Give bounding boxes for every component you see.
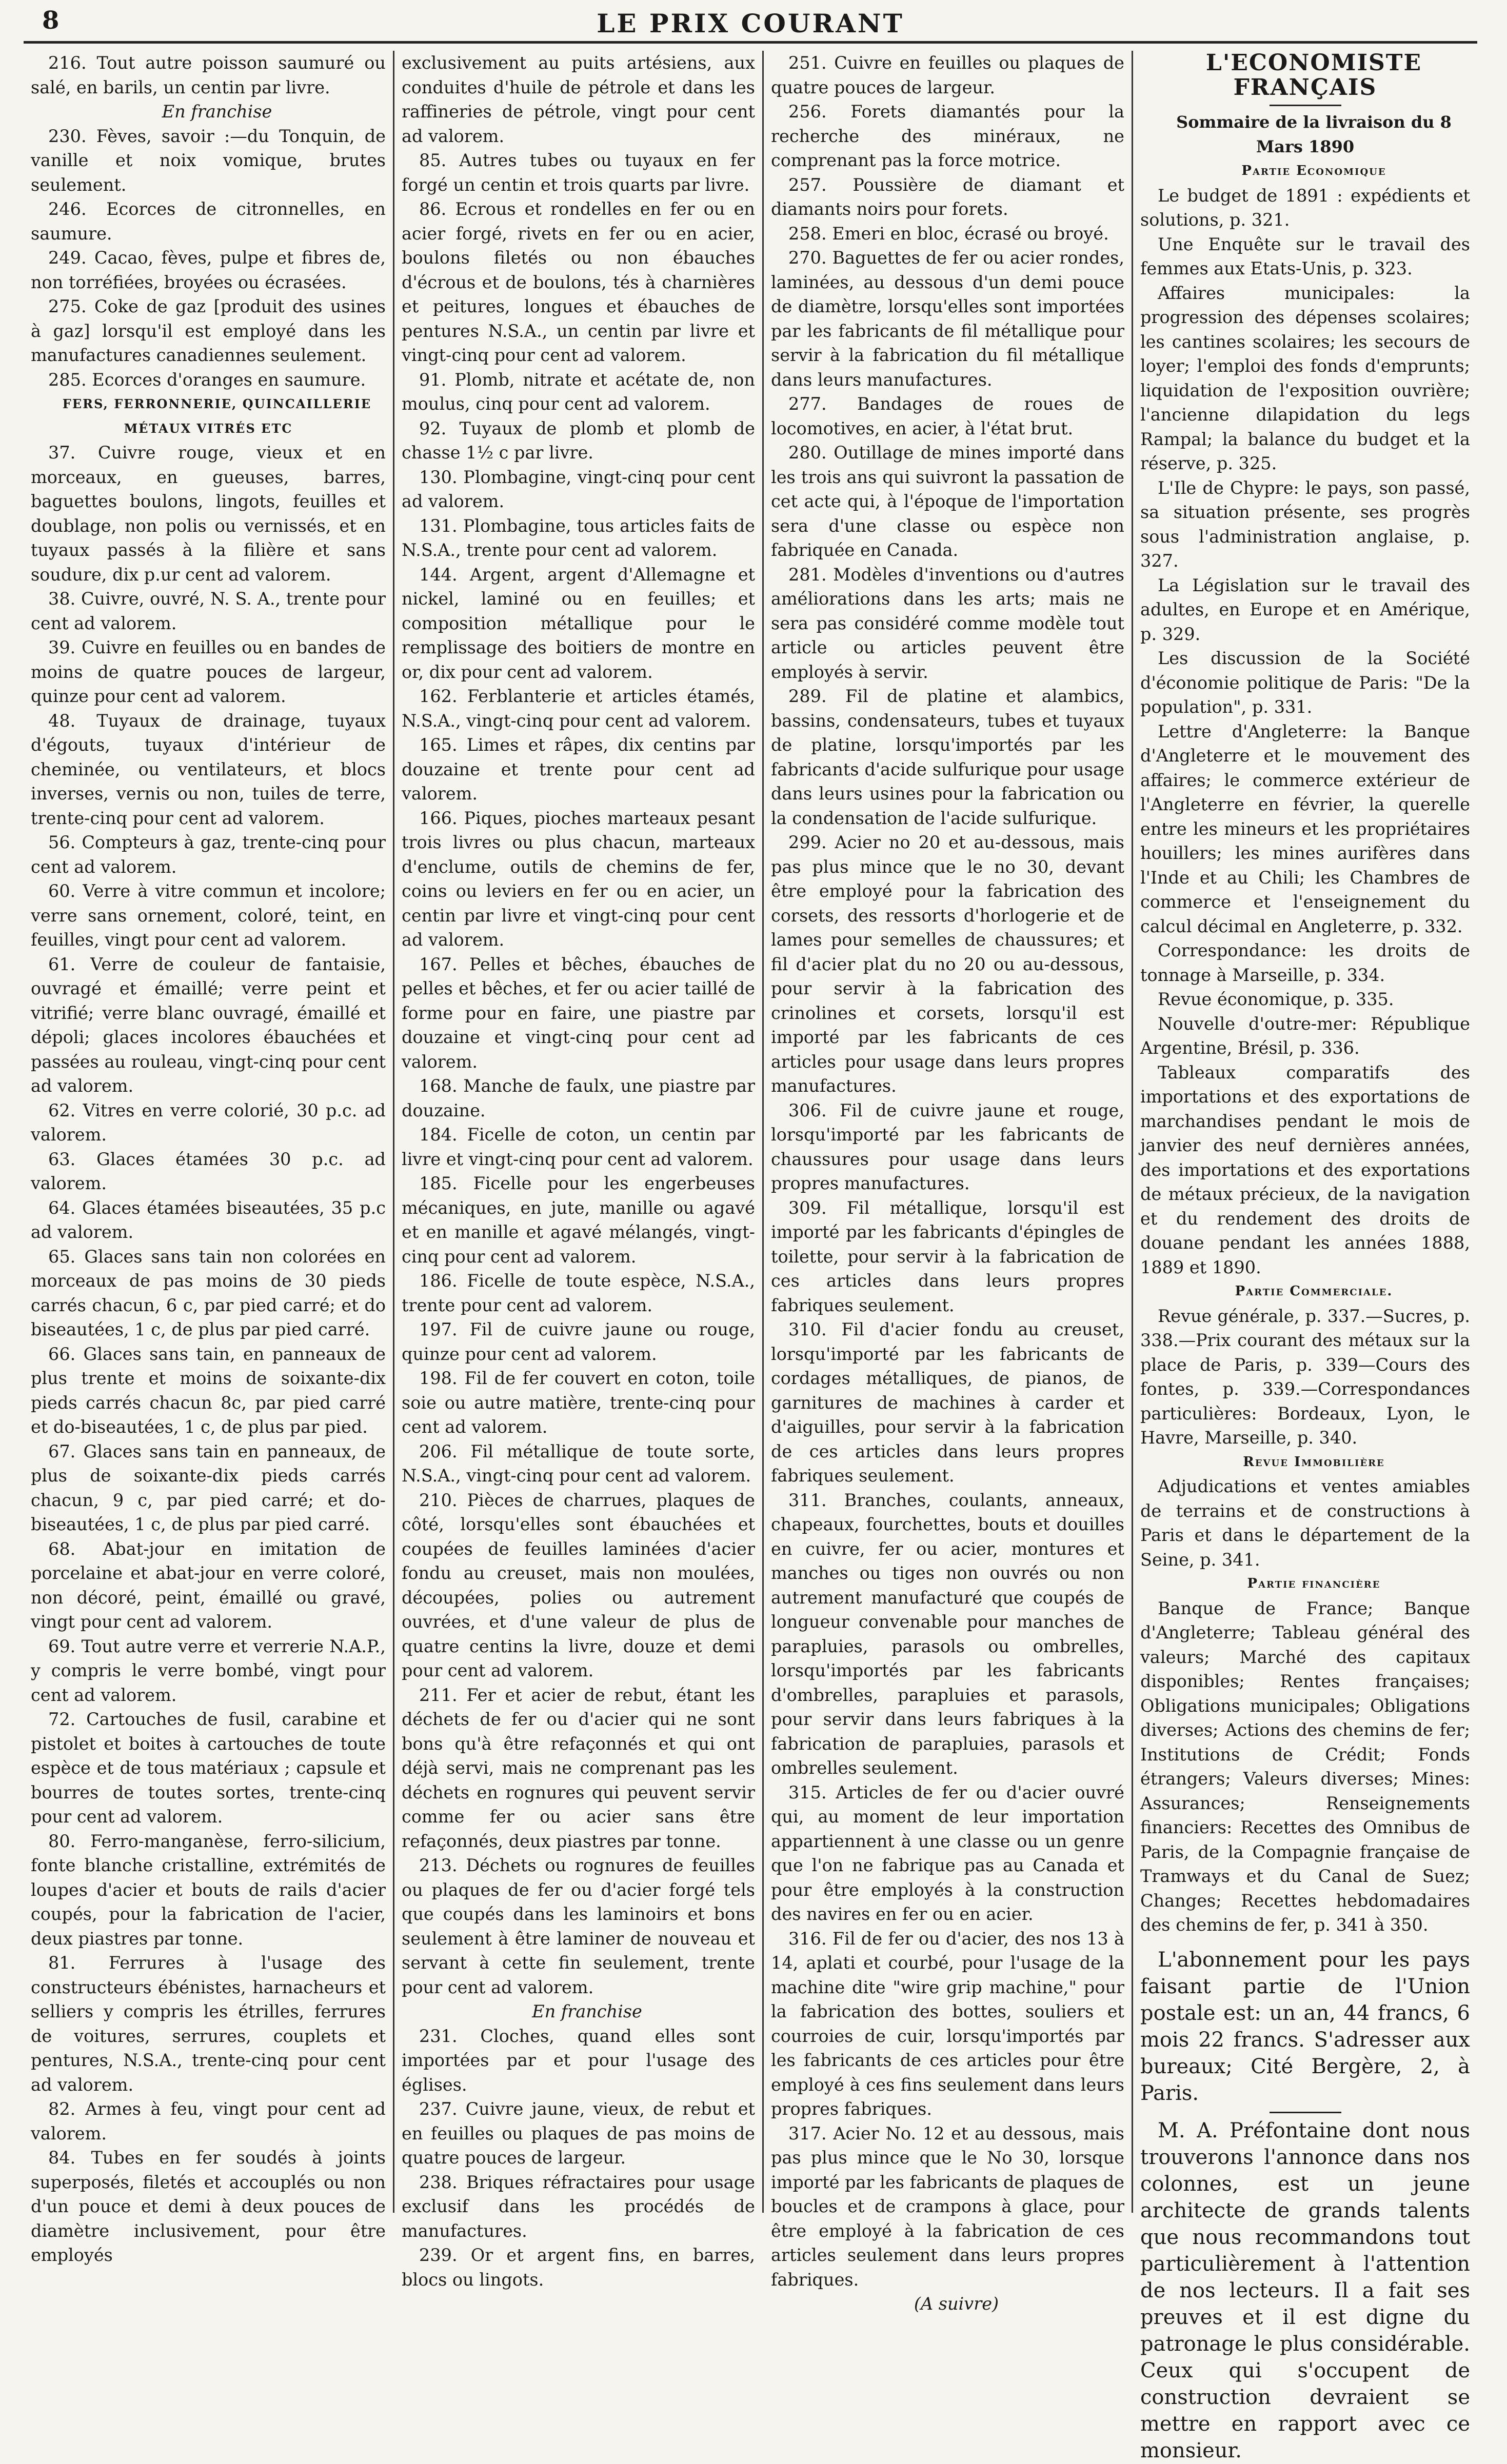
tariff-item: 239. Or et argent fins, en barres, blocs ou lingots. [402, 2245, 755, 2290]
tariff-item: 311. Branches, coulants, anneaux, chapeaux, fourchettes, bouts et douilles en cuivre, fer ou acier, montures et manches ou tiges non ouvrés ou non autrement manufacturé que coupés de longueur convenable pour manches de parapluies, parasols ou ombrelles, lorsqu'importés par les fabricants d'ombrelles, parapluies et parasols, pour servir dans leurs fabriques à la fabrication de parapluies, parasols et ombrelles seulement. [771, 1490, 1124, 1778]
tariff-item: 317. Acier No. 12 et au dessous, mais pas plus mince que le No 30, lorsque importé par les fabricants de plaques de boucles et de crampons à glace, pour être employé à la fabrication de ces articles seulement dans leurs propres fabriques. [771, 2123, 1124, 2290]
tariff-item: 67. Glaces sans tain en panneaux, de plus de soixante-dix pieds carrés chacun, 9 c, par pied carré; et do-biseautées, 1 c, de plus par pied carré. [31, 1441, 386, 1534]
part-heading: Partie Commerciale. [1235, 1284, 1393, 1299]
tariff-item: 309. Fil métallique, lorsqu'il est importé par les fabricants d'épingles de toilette, pour servir à la fabrication de ces articles dans leurs propres fabriques seulement. [771, 1197, 1124, 1315]
page-header [24, 4, 1477, 44]
tariff-item: 92. Tuyaux de plomb et plomb de chasse 1½ c par livre. [402, 418, 755, 463]
summary-item: Revue générale, p. 337.—Sucres, p. 338.—Prix courant des métaux sur la place de Paris, p. 339—Cours des fontes, p. 339.—Correspondances particulières: Bordeaux, Lyon, le Havre, Marseille, p. 340. [1140, 1306, 1470, 1448]
tariff-item: 38. Cuivre, ouvré, N. S. A., trente pour cent ad valorem. [31, 589, 386, 633]
tariff-item: 56. Compteurs à gaz, trente-cinq pour cent ad valorem. [31, 832, 386, 877]
tariff-item: 285. Ecorces d'oranges en saumure. [48, 369, 366, 390]
tariff-item: 299. Acier no 20 et au-dessous, mais pas plus mince que le no 30, devant être employé pour la fabrication des corsets, des ressorts d'horlogerie et de lames pour semelles de chaussures; et fil d'acier plat du no 20 ou au-dessous, pour servir à la fabrication des crinolines et corsets, lorsqu'il est importé par les fabricants de ces articles pour usage dans leurs propres manufactures. [771, 832, 1124, 1096]
tariff-item: 65. Glaces sans tain non colorées en morceaux de pas moins de 30 pieds carrés chacun, 6 c, par pied carré; et do biseautées, 1 c, de plus par pied carré. [31, 1246, 386, 1339]
tariff-item: 230. Fèves, savoir :—du Tonquin, de vanille et noix vomique, brutes seulement. [31, 126, 386, 195]
tariff-item: 37. Cuivre rouge, vieux et en morceaux, en gueuses, barres, baguettes boulons, lingots, feuilles et doublage, non polis ou vernissés, et en tuyaux passés à la filière et sans soudure, dix p.ur cent ad valorem. [31, 443, 386, 585]
tariff-item: 216. Tout autre poisson saumuré ou salé, en barils, un centin par livre. [31, 53, 386, 97]
en-franchise-heading: En franchise [162, 102, 272, 122]
en-franchise-heading: En franchise [532, 2001, 642, 2021]
tariff-item: 270. Baguettes de fer ou acier rondes, laminées, au dessous d'un demi pouce de diamètre, lorsqu'elles sont importées par les fabricants de fil métallique pour servir à la fabrication du fil métallique dans leurs manufactures. [771, 248, 1124, 390]
tariff-item: 310. Fil d'acier fondu au creuset, lorsqu'importé par les fabricants de cordages métalliques, de pianos, de garnitures de machines à carder et d'aiguilles, pour servir à la fabrication de ces articles dans leurs propres fabriques seulement. [771, 1319, 1124, 1486]
summary-item: Nouvelle d'outre-mer: République Argentine, Brésil, p. 336. [1140, 1013, 1470, 1058]
tariff-item: 256. Forets diamantés pour la recherche des minéraux, ne comprenant pas la force motrice. [771, 102, 1124, 170]
tariff-item: 167. Pelles et bêches, ébauches de pelles et bêches, et fer ou acier taillé de forme pour en faire, une piastre par douzaine et vingt-cinq pour cent ad valorem. [402, 954, 755, 1072]
tariff-item: 198. Fil de fer couvert en coton, toile soie ou autre matière, trente-cinq pour cent ad valorem. [402, 1368, 755, 1437]
tariff-item: 197. Fil de cuivre jaune ou rouge, quinze pour cent ad valorem. [402, 1319, 755, 1364]
tariff-item: 277. Bandages de roues de locomotives, en acier, à l'état brut. [771, 394, 1124, 438]
tariff-item: 162. Ferblanterie et articles étamés, N.S.A., vingt-cinq pour cent ad valorem. [402, 686, 755, 731]
tariff-item: 48. Tuyaux de drainage, tuyaux d'égouts, tuyaux d'intérieur de cheminée, ou ventilateurs, et blocs inverses, vernis ou non, tuiles de terre, trente-cinq pour cent ad valorem. [31, 710, 386, 828]
tariff-item: 289. Fil de platine et alambics, bassins, condensateurs, tubes et tuyaux de platine, lorsqu'importés par les fabricants d'acide sulfurique pour usage dans leurs usines pour la fabrication ou la condensation de l'acide sulfurique. [771, 686, 1124, 828]
column-2 [393, 51, 762, 2290]
summary-item: L'Ile de Chypre: le pays, son passé, sa situation présente, ses progrès sous l'administration anglaise, p. 327. [1140, 477, 1470, 571]
tariff-item: 185. Ficelle pour les engerbeuses mécaniques, en jute, manille ou agavé et en manille et agavé mélangés, vingt-cinq pour cent ad valorem. [402, 1173, 755, 1267]
page-number: 8 [42, 6, 60, 35]
tariff-item: 60. Verre à vitre commun et incolore; verre sans ornement, coloré, teint, en feuilles, vingt pour cent ad valorem. [31, 881, 386, 950]
column-4 [1132, 50, 1477, 2462]
tariff-item: 281. Modèles d'inventions ou d'autres améliorations dans les arts; mais ne sera pas considéré comme modèle tout article ou articles peuvent être employés à servir. [771, 564, 1124, 682]
tariff-item: 280. Outillage de mines importé dans les trois ans qui suivront la passation de cet acte qui, à l'époque de l'importation sera d'une classe ou espèce non fabriquée en Canada. [771, 443, 1124, 560]
subscription-notice: L'abonnement pour les pays faisant partie de l'Union postale est: un an, 44 francs, 6 mois 22 francs. S'adresser aux bureaux; Cité Bergère, 2, à Paris. [1140, 1948, 1470, 2105]
section-heading: FERS, FERRONNERIE, QUINCAILLERIE MÉTAUX VITRÉS ETC [62, 396, 372, 436]
tariff-item: 184. Ficelle de coton, un centin par livre et vingt-cinq pour cent ad valorem. [402, 1125, 755, 1169]
section-title: L'ECONOMISTE FRANÇAIS [1205, 50, 1422, 101]
notice-rule [1270, 2112, 1341, 2113]
summary-item: Tableaux comparatifs des importations et des exportations de marchandises pendant le mois de janvier des neuf dernières années, des importations et des exportations de métaux précieux, de la navigation et du rendement des droits de douane pendant les années 1888, 1889 et 1890. [1140, 1062, 1470, 1277]
summary-item: Le budget de 1891 : expédients et solutions, p. 321. [1140, 185, 1470, 230]
tariff-item: 251. Cuivre en feuilles ou plaques de quatre pouces de largeur. [771, 53, 1124, 97]
tariff-item: 68. Abat-jour en imitation de porcelaine et abat-jour en verre coloré, non décoré, peint, émaillé ou gravé, vingt pour cent ad valorem. [31, 1538, 386, 1632]
tariff-item: 130. Plombagine, vingt-cinq pour cent ad valorem. [402, 467, 755, 511]
tariff-item: 258. Emeri en bloc, écrasé ou broyé. [788, 223, 1109, 244]
summary-item: Affaires municipales: la progression des dépenses scolaires; les cantines scolaires; les secours de loyer; l'emploi des fonds d'emprunts; liquidation de l'exposition ouvrière; l'ancienne dilapidation du legs Rampal; la balance du budget et la réserve, p. 325. [1140, 283, 1470, 473]
tariff-item: 166. Piques, pioches marteaux pesant trois livres ou plus chacun, marteaux d'enclume, outils de chemins de fer, coins ou leviers en fer ou en acier, un centin par livre et vingt-cinq pour cent ad valorem. [402, 808, 755, 950]
tariff-item: 210. Pièces de charrues, plaques de côté, lorsqu'elles sont ébauchées et coupées de feuilles laminées d'acier fondu au creuset, mais non moulées, découpées, polies ou autrement ouvrées, et d'une valeur de plus de quatre centins la livre, douze et demi pour cent ad valorem. [402, 1490, 755, 1680]
tariff-item: 316. Fil de fer ou d'acier, des nos 13 à 14, aplati et courbé, pour l'usage de la machine dite "wire grip machine," pour la fabrication des bottes, souliers et courroies de cuir, lorsqu'importés par les fabricants de ces articles pour être employé à ces fins seulement dans leurs propres fabriques. [771, 1928, 1124, 2119]
summary-item: Lettre d'Angleterre: la Banque d'Angleterre et le mouvement des affaires; le commerce extérieur de l'Angleterre en février, la querelle entre les mineurs et les propriétaires houillers; les mines aurifères dans l'Inde et au Chili; les Chambres de commerce et l'enseignement du calcul décimal en Angleterre, p. 332. [1140, 721, 1470, 936]
tariff-item: 91. Plomb, nitrate et acétate de, non moulus, cinq pour cent ad valorem. [402, 369, 755, 414]
tariff-item: 237. Cuivre jaune, vieux, de rebut et en feuilles ou plaques de pas moins de quatre pouces de largeur. [402, 2099, 755, 2168]
summary-item: Correspondance: les droits de tonnage à Marseille, p. 334. [1140, 940, 1470, 985]
tariff-item: 144. Argent, argent d'Allemagne et nickel, laminé ou en feuilles; et composition métallique pour le remplissage des boitiers de montre en or, dix pour cent ad valorem. [402, 564, 755, 682]
tariff-item: 231. Cloches, quand elles sont importées par et pour l'usage des églises. [402, 2026, 755, 2095]
tariff-item: 62. Vitres en verre colorié, 30 p.c. ad valorem. [31, 1100, 386, 1145]
tariff-item: 168. Manche de faulx, une piastre par douzaine. [402, 1076, 755, 1120]
tariff-item: 165. Limes et râpes, dix centins par douzaine et trente pour cent ad valorem. [402, 735, 755, 804]
tariff-item: 82. Armes à feu, vingt pour cent ad valorem. [31, 2099, 386, 2144]
architect-notice: M. A. Préfontaine dont nous trouverons l'annonce dans nos colonnes, est un jeune architecte de grands talents que nous recommandons tout particulièrement à l'attention de nos lecteurs. Il a fait ses preuves et il est digne du patronage le plus considérable. Ceux qui s'occupent de construction devraient se mettre en rapport avec ce monsieur. [1140, 2118, 1470, 2462]
tariff-item: 61. Verre de couleur de fantaisie, ouvragé et émaillé; verre peint et vitrifié; verre blanc ouvragé, émaillé et dépoli; glaces incolores ébauchées et passées au rouleau, vingt-cinq pour cent ad valorem. [31, 954, 386, 1096]
columns [24, 50, 1477, 2462]
summary-item: Revue économique, p. 335. [1158, 989, 1394, 1009]
summary-item: Banque de France; Banque d'Angleterre; Tableau général des valeurs; Marché des capitaux disponibles; Rentes françaises; Obligations municipales; Obligations diverses; Actions des chemins de fer; Institutions de Crédit; Fonds étrangers; Valeurs diverses; Mines: Assurances; Renseignements financiers: Recettes des Omnibus de Paris, de la Compagnie française de Tramways et du Canal de Suez; Changes; Recettes hebdomadaires des chemins de fer, p. 341 à 350. [1140, 1598, 1470, 1935]
tariff-item: 257. Poussière de diamant et diamants noirs pour forets. [771, 174, 1124, 219]
tariff-item: 211. Fer et acier de rebut, étant les déchets de fer ou d'acier qui ne sont bons qu'à être refaçonnés et qui ont déjà servi, mais ne comprenant pas les déchets en rognures qui peuvent servir comme fer ou acier sans être refaçonnés, deux piastres par tonne. [402, 1685, 755, 1851]
tariff-item: 63. Glaces étamées 30 p.c. ad valorem. [31, 1149, 386, 1193]
tariff-item: 85. Autres tubes ou tuyaux en fer forgé un centin et trois quarts par livre. [402, 150, 755, 195]
column-3 [762, 51, 1132, 2314]
tariff-item: 275. Coke de gaz [produit des usines à gaz] lorsqu'il est employé dans les manufactures canadiennes seulement. [31, 296, 386, 365]
tariff-item: 213. Déchets ou rognures de feuilles ou plaques de fer ou d'acier forgé tels que coupés dans les laminoirs et bons seulement à être laminer de nouveau et servant à cette fin seulement, trente pour cent ad valorem. [402, 1855, 755, 1997]
summary-item: Adjudications et ventes amiables de terrains et de constructions à Paris et dans le département de la Seine, p. 341. [1140, 1476, 1470, 1570]
summary-item: Les discussion de la Société d'économie politique de Paris: "De la population", p. 331. [1140, 648, 1470, 717]
tariff-item: 66. Glaces sans tain, en panneaux de plus trente et moins de soixante-dix pieds carrés chacun 8c, par pied carré et do-biseautées, 1 c, de plus par pied. [31, 1344, 386, 1437]
journal-title: LE PRIX COURANT [597, 8, 904, 38]
tariff-item: 306. Fil de cuivre jaune et rouge, lorsqu'importé par les fabricants de chaussures pour usage dans leurs propres manufactures. [771, 1100, 1124, 1193]
tariff-item: 81. Ferrures à l'usage des constructeurs ébénistes, harnacheurs et selliers y compris les étrilles, ferrures de voitures, serrures, couplets et pentures, N.S.A., trente-cinq pour cent ad valorem. [31, 1953, 386, 2095]
tariff-item: 131. Plombagine, tous articles faits de N.S.A., trente pour cent ad valorem. [402, 515, 755, 560]
tariff-item: 80. Ferro-manganèse, ferro-silicium, fonte blanche cristalline, extrémités de loupes d'acier et bouts de rails d'acier coupés, pour la fabrication de l'acier, deux piastres par tonne. [31, 1831, 386, 1949]
summary-item: La Législation sur le travail des adultes, en Europe et en Amérique, p. 329. [1140, 575, 1470, 644]
tariff-item: 86. Ecrous et rondelles en fer ou en acier forgé, rivets en fer ou en acier, boulons filetés ou non ébauches d'écrous et de boulons, tés à charnières et peitures, longues et ébauches de pentures N.S.A., un centin par livre et vingt-cinq pour cent ad valorem. [402, 199, 755, 365]
part-heading: Partie financière [1247, 1576, 1381, 1591]
tariff-item: 64. Glaces étamées biseautées, 35 p.c ad valorem. [31, 1197, 386, 1242]
tariff-item: 315. Articles de fer ou d'acier ouvré qui, au moment de leur importation appartiennent à une classe ou un genre que l'on ne fabrique pas au Canada et pour être employés à la construction des navires en fer ou en acier. [771, 1782, 1124, 1924]
title-rule [1270, 105, 1341, 106]
tariff-item-continued: exclusivement au puits artésiens, aux conduites d'huile de pétrole et dans les raffineries de pétrole, vingt pour cent ad valorem. [402, 53, 755, 146]
tariff-item: 246. Ecorces de citronnelles, en saumure. [31, 199, 386, 244]
part-heading: Revue Immobilière [1243, 1454, 1385, 1470]
summary-item: Une Enquête sur le travail des femmes aux Etats-Unis, p. 323. [1140, 234, 1470, 278]
tariff-item: 72. Cartouches de fusil, carabine et pistolet et boites à cartouches de toute espèce et de tous matériaux ; capsule et bourres de toutes sortes, trente-cinq pour cent ad valorem. [31, 1709, 386, 1827]
column-1 [24, 51, 393, 2265]
to-be-continued: (A suivre) [914, 2294, 999, 2314]
tariff-item: 39. Cuivre en feuilles ou en bandes de moins de quatre pouces de largeur, quinze pour cent ad valorem. [31, 637, 386, 706]
tariff-item: 238. Briques réfractaires pour usage exclusif dans les procédés de manufactures. [402, 2172, 755, 2241]
tariff-item: 186. Ficelle de toute espèce, N.S.A., trente pour cent ad valorem. [402, 1271, 755, 1315]
tariff-item: 84. Tubes en fer soudés à joints superposés, filetés et accouplés ou non d'un pouce et demi à deux pouces de diamètre inclusivement, pour être employés [31, 2148, 386, 2265]
tariff-item: 206. Fil métallique de toute sorte, N.S.A., vingt-cinq pour cent ad valorem. [402, 1441, 755, 1486]
summary-subtitle: Sommaire de la livraison du 8 Mars 1890 [1176, 112, 1452, 156]
tariff-item: 69. Tout autre verre et verrerie N.A.P., y compris le verre bombé, vingt pour cent ad valorem. [31, 1636, 386, 1705]
part-heading: Partie Economique [1241, 163, 1386, 178]
tariff-item: 249. Cacao, fèves, pulpe et fibres de, non torréfiées, broyées ou écrasées. [31, 248, 386, 292]
